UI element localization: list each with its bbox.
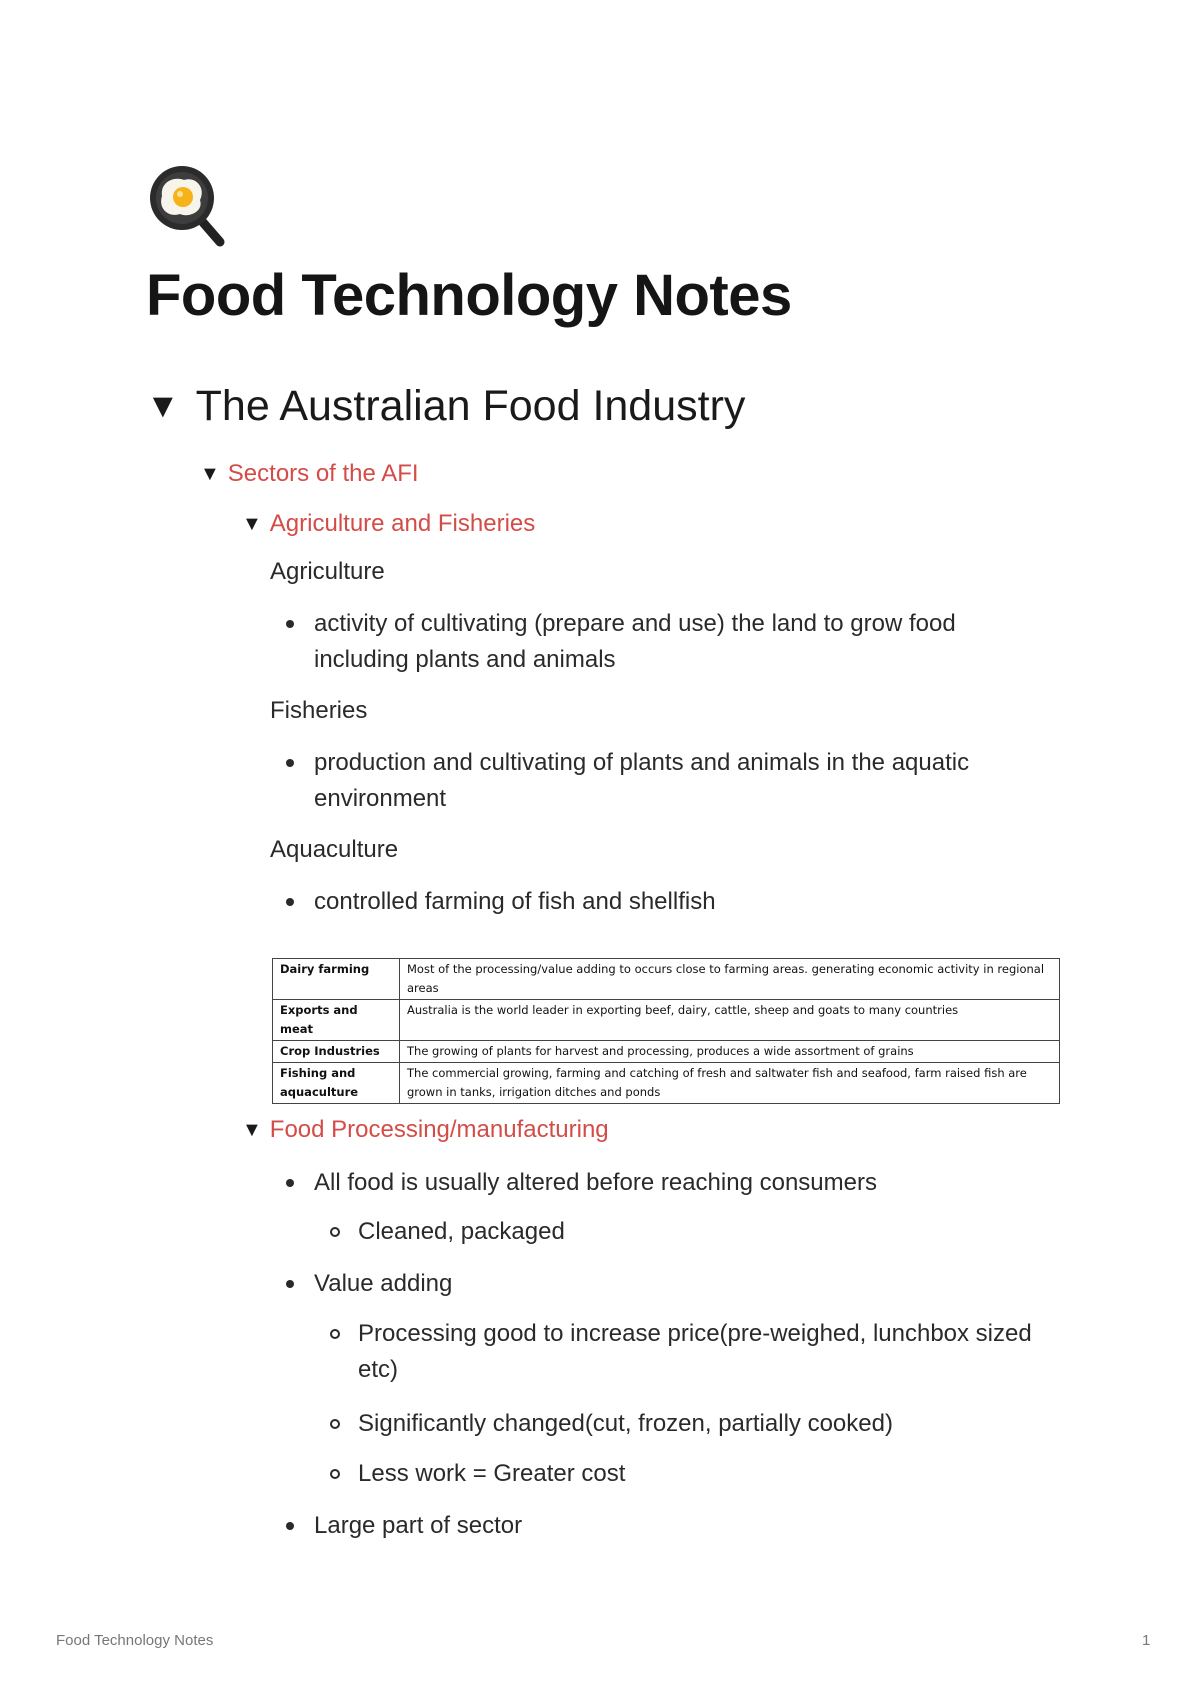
- list-item: All food is usually altered before reaching consumers: [314, 1165, 1054, 1201]
- toggle-agriculture-and-fisheries[interactable]: [242, 510, 535, 538]
- sectors-table: [272, 958, 1060, 1104]
- bullet-ring-icon: [330, 1469, 340, 1479]
- page-number: 1: [1142, 1632, 1151, 1649]
- table-cell-sector: Exports and meat: [273, 1000, 400, 1041]
- heading-australian-food-industry[interactable]: [146, 382, 745, 431]
- bullet-ring-icon: [330, 1227, 340, 1237]
- list-item: Processing good to increase price(pre-weighed, lunchbox sized etc): [358, 1316, 1048, 1388]
- toggle-triangle-icon[interactable]: ▼: [242, 513, 262, 535]
- table-cell-description: The growing of plants for harvest and processing, produces a wide assortment of grains: [400, 1041, 1060, 1063]
- bullet-icon: [286, 1179, 294, 1187]
- footer-title: Food Technology Notes: [56, 1632, 214, 1649]
- bullet-ring-icon: [330, 1419, 340, 1429]
- bullet-icon: [286, 759, 294, 767]
- list-item: activity of cultivating (prepare and use) the land to grow food including plants and animals: [314, 606, 1034, 678]
- bullet-icon: [286, 1522, 294, 1530]
- toggle-food-processing[interactable]: [242, 1116, 609, 1144]
- toggle-label: Food Processing/manufacturing: [269, 1116, 609, 1143]
- toggle-sectors-of-afi[interactable]: [200, 460, 419, 488]
- bullet-ring-icon: [330, 1329, 340, 1339]
- table-row: [273, 959, 1060, 1000]
- heading-text: The Australian Food Industry: [195, 382, 746, 430]
- paragraph-agriculture: Agriculture: [270, 558, 385, 585]
- toggle-label: Sectors of the AFI: [227, 460, 419, 487]
- table-row: [273, 1000, 1060, 1041]
- list-item: production and cultivating of plants and animals in the aquatic environment: [314, 745, 1054, 817]
- table-cell-description: The commercial growing, farming and catching of fresh and saltwater fish and seafood, farm raised fish are grown in tanks, irrigation ditches and ponds: [400, 1063, 1060, 1104]
- table-row: [273, 1063, 1060, 1104]
- toggle-triangle-icon[interactable]: ▼: [242, 1119, 262, 1141]
- toggle-triangle-icon[interactable]: ▼: [146, 387, 180, 425]
- table-cell-description: Most of the processing/value adding to occurs close to farming areas. generating economic activity in regional areas: [400, 959, 1060, 1000]
- bullet-icon: [286, 1280, 294, 1288]
- bullet-icon: [286, 620, 294, 628]
- list-item: Less work = Greater cost: [358, 1456, 1058, 1492]
- bullet-icon: [286, 898, 294, 906]
- paragraph-fisheries: Fisheries: [270, 697, 368, 724]
- toggle-triangle-icon[interactable]: ▼: [200, 463, 220, 485]
- paragraph-aquaculture: Aquaculture: [270, 836, 399, 863]
- table-cell-sector: Dairy farming: [273, 959, 400, 1000]
- table-cell-sector: Fishing and aquaculture: [273, 1063, 400, 1104]
- list-item: Significantly changed(cut, frozen, partially cooked): [358, 1406, 1058, 1442]
- list-item: Value adding: [314, 1266, 1054, 1302]
- toggle-label: Agriculture and Fisheries: [269, 510, 536, 537]
- page-title: Food Technology Notes: [146, 263, 792, 328]
- frying-pan-egg-icon: [144, 160, 234, 250]
- table-row: [273, 1041, 1060, 1063]
- list-item: Large part of sector: [314, 1508, 1054, 1544]
- table-cell-description: Australia is the world leader in exporting beef, dairy, cattle, sheep and goats to many countries: [400, 1000, 1060, 1041]
- list-item: Cleaned, packaged: [358, 1214, 1058, 1250]
- list-item: controlled farming of fish and shellfish: [314, 884, 1054, 920]
- table-cell-sector: Crop Industries: [273, 1041, 400, 1063]
